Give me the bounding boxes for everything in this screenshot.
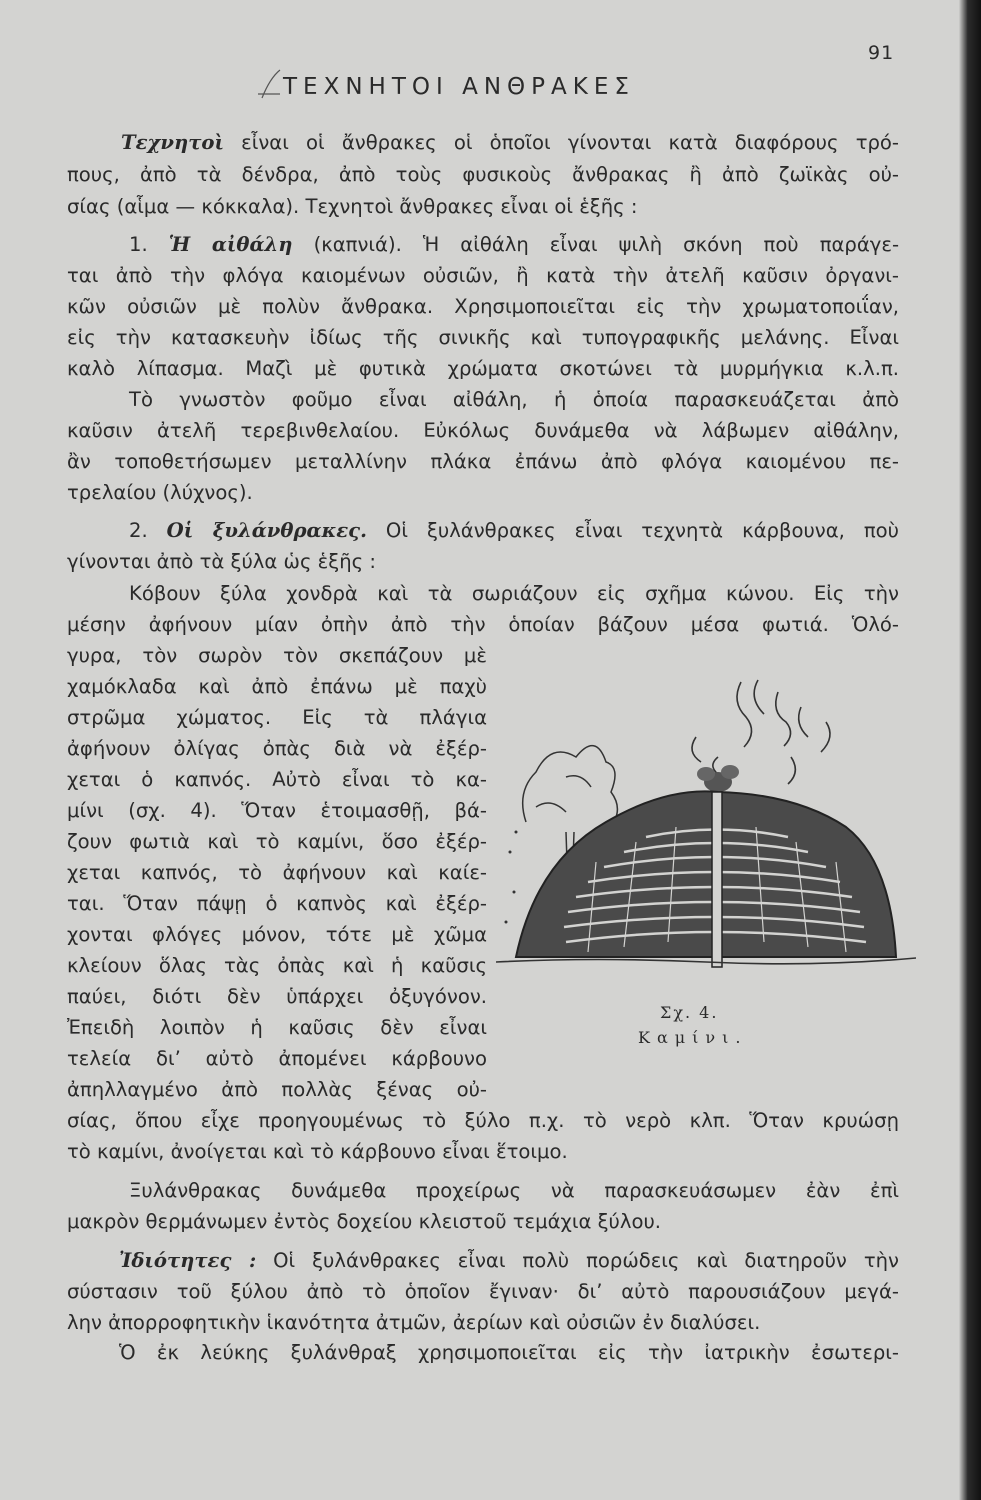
text-line: στρῶμα χώματος. Εἰς τὰ πλάγια (67, 706, 487, 729)
text-line: Ἐπειδὴ λοιπὸν ἡ καῦσις δὲν εἶναι (67, 1016, 487, 1039)
text-line: 1. Ἡ αἰθάλη (καπνιά). Ἡ αἰθάλη εἶναι ψιλὴ σκόνη ποὺ παράγε- (129, 233, 900, 256)
text-line: ἀφήνουν ὀλίγας ὀπὰς διὰ νὰ ἐξέρ- (67, 737, 487, 760)
text-line: Ὁ ἐκ λεύκης ξυλάνθραξ χρησιμοποιεῖται εἰς τὴν ἰατρικὴν ἐσωτερι- (119, 1341, 899, 1364)
text-line: ζουν φωτιὰ καὶ τὸ καμίνι, ὅσο ἐξέρ- (67, 830, 487, 853)
text-line: τελεία δι’ αὐτὸ ἀπομένει κάρβουνο (67, 1047, 487, 1070)
text-line: γυρα, τὸν σωρὸν τὸν σκεπάζουν μὲ (67, 644, 487, 667)
page-title: ΤΕΧΝΗΤΟΙ ΑΝΘΡΑΚΕΣ (283, 74, 635, 100)
text-line: μέσην ἀφήνουν μίαν ὀπὴν ἀπὸ τὴν ὁποίαν βάζουν μέσα φωτιά. Ὁλό- (67, 613, 899, 636)
text-line: εἰς τὴν κατασκευὴν ἰδίως τῆς σινικῆς καὶ τυπογραφικῆς μελάνης. Εἶναι (67, 326, 899, 349)
text-line: Κόβουν ξύλα χονδρὰ καὶ τὰ σωριάζουν εἰς σχῆμα κώνου. Εἰς τὴν (129, 582, 899, 605)
text-line: χονται φλόγες μόνον, τότε μὲ χῶμα (67, 923, 487, 946)
text-line: μίνι (σχ. 4). Ὅταν ἑτοιμασθῇ, βά- (67, 799, 487, 822)
text-line: τὸ καμίνι, ἀνοίγεται καὶ τὸ κάρβουνο εἶναι ἕτοιμο. (67, 1140, 568, 1163)
kiln-illustration (496, 662, 916, 992)
figure-number: Σχ. 4. (660, 1003, 719, 1022)
text-line: καλὸ λίπασμα. Μαζὶ μὲ φυτικὰ χρώματα σκοτώνει τὰ μυρμήγκια κ.λ.π. (67, 357, 899, 380)
text-line: Ἰδιότητες : Οἱ ξυλάνθρακες εἶναι πολὺ πορώδεις καὶ διατηροῦν τὴν (119, 1249, 899, 1272)
text-line: μακρὸν θερμάνωμεν ἐντὸς δοχείου κλειστοῦ τεμάχια ξύλου. (67, 1210, 662, 1233)
text-line: ἀπηλλαγμένο ἀπὸ πολλὰς ξένας οὐ- (67, 1078, 487, 1101)
text-line: 2. Οἱ ξυλάνθρακες. Οἱ ξυλάνθρακες εἶναι τεχνητὰ κάρβουνα, ποὺ (129, 519, 899, 542)
figure-caption: Καμίνι. (638, 1028, 748, 1047)
text-line: χαμόκλαδα καὶ ἀπὸ ἐπάνω μὲ παχὺ (67, 675, 487, 698)
text-line: Τεχνητοὶ εἶναι οἱ ἄνθρακες οἱ ὁποῖοι γίνονται κατὰ διαφόρους τρό- (121, 131, 899, 154)
text-line: τρελαίου (λύχνος). (67, 481, 253, 504)
text-line: λην ἀπορροφητικὴν ἱκανότητα ἀτμῶν, ἀερίων καὶ οὐσιῶν ἐν διαλύσει. (67, 1311, 761, 1334)
page-edge-shadow (959, 0, 981, 1500)
text-line: ἂν τοποθετήσωμεν μεταλλίνην πλάκα ἐπάνω ἀπὸ φλόγα καιομένου πε- (67, 450, 899, 473)
text-line: γίνονται ἀπὸ τὰ ξύλα ὡς ἑξῆς : (67, 550, 376, 573)
text-line: παύει, διότι δὲν ὑπάρχει ὀξυγόνον. (67, 985, 487, 1008)
text-line: χεται καπνός, τὸ ἀφήνουν καὶ καίε- (67, 861, 487, 884)
text-line: χεται ὁ καπνός. Αὐτὸ εἶναι τὸ κα- (67, 768, 487, 791)
page-number: 91 (868, 42, 895, 64)
text-line: ται ἀπὸ τὴν φλόγα καιομένων οὐσιῶν, ἢ κατὰ τὴν ἀτελῆ καῦσιν ὀργανι- (67, 264, 899, 287)
text-line: σύστασιν τοῦ ξύλου ἀπὸ τὸ ὁποῖον ἔγιναν· δι’ αὐτὸ παρουσιάζουν μεγά- (67, 1280, 899, 1303)
text-line: κῶν οὐσιῶν μὲ πολὺν ἄνθρακα. Χρησιμοποιεῖται εἰς τὴν χρωματοποιΐαν, (67, 295, 899, 318)
text-line: πους, ἀπὸ τὰ δένδρα, ἀπὸ τοὺς φυσικοὺς ἄνθρακας ἢ ἀπὸ ζωϊκὰς οὐ- (67, 163, 899, 186)
text-line: σίας, ὅπου εἶχε προηγουμένως τὸ ξύλο π.χ. τὸ νερὸ κλπ. Ὅταν κρυώσῃ (67, 1109, 899, 1132)
text-line: Ξυλάνθρακας δυνάμεθα προχείρως νὰ παρασκευάσωμεν ἐὰν ἐπὶ (129, 1179, 899, 1202)
text-line: Τὸ γνωστὸν φοῦμο εἶναι αἰθάλη, ἡ ὁποία παρασκευάζεται ἀπὸ (129, 388, 899, 411)
pencil-mark (256, 68, 282, 104)
text-line: ται. Ὅταν πάψῃ ὁ καπνὸς καὶ ἐξέρ- (67, 892, 487, 915)
text-line: σίας (αἷμα — κόκκαλα). Τεχνητοὶ ἄνθρακες εἶναι οἱ ἑξῆς : (67, 195, 638, 218)
text-line: καῦσιν ἀτελῆ τερεβινθελαίου. Εὐκόλως δυνάμεθα νὰ λάβωμεν αἰθάλην, (67, 419, 899, 442)
text-line: κλείουν ὅλας τὰς ὀπὰς καὶ ἡ καῦσις (67, 954, 487, 977)
